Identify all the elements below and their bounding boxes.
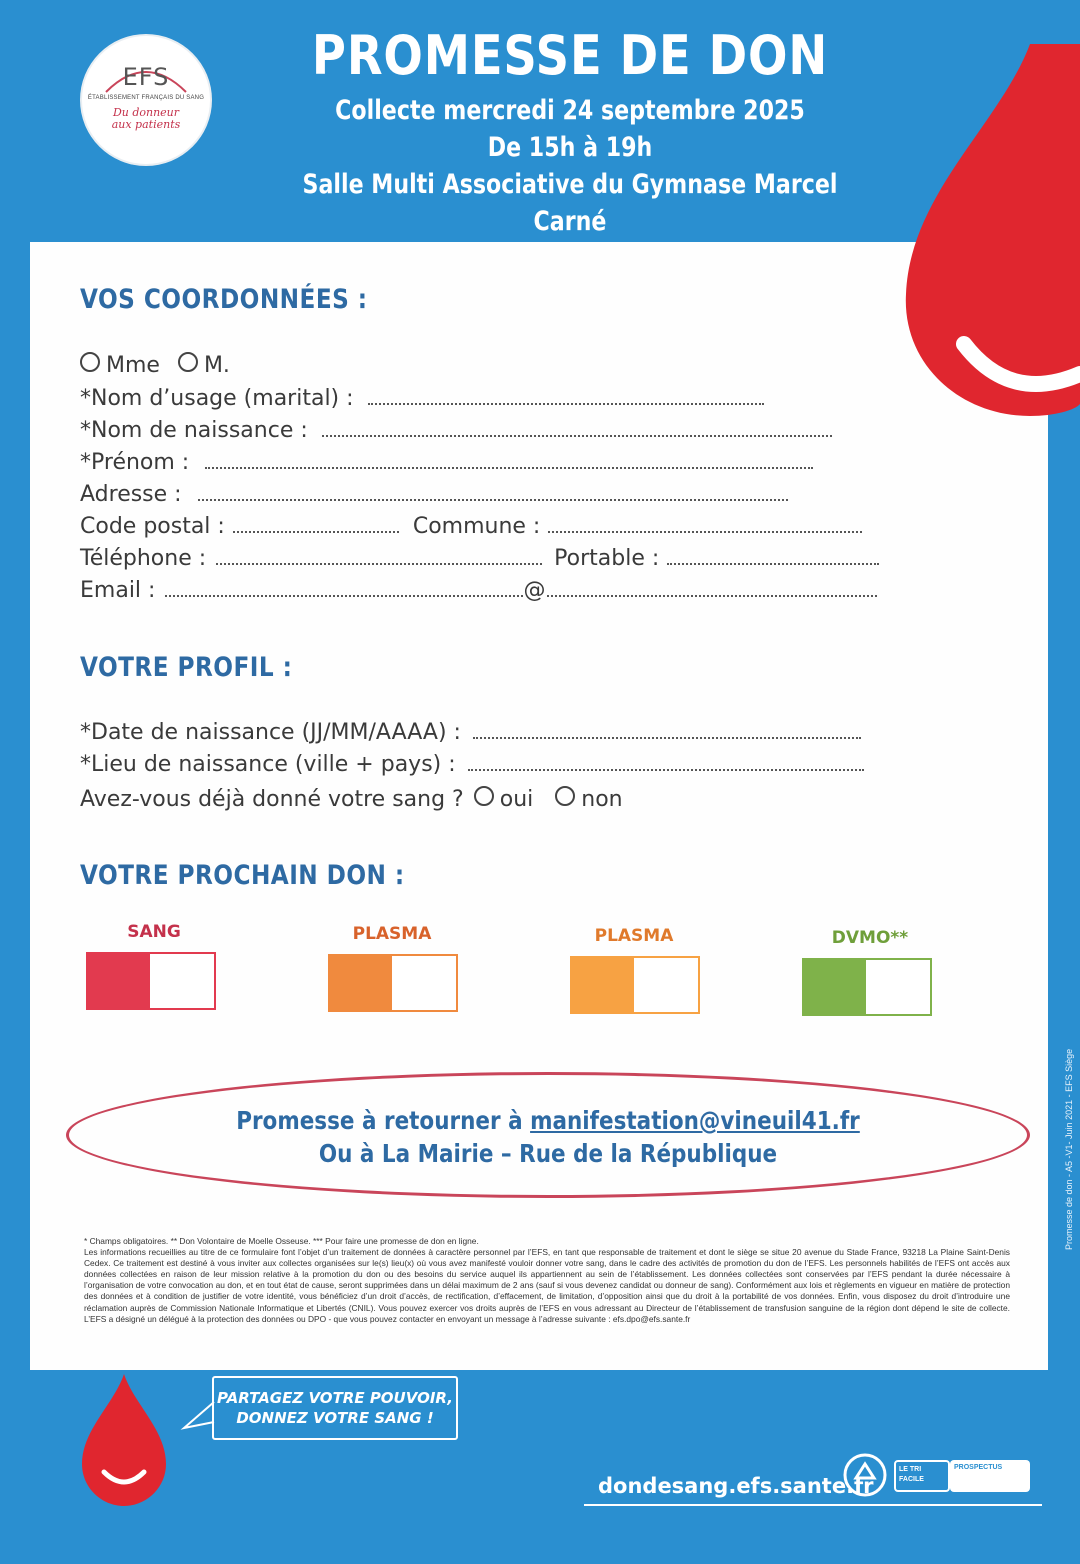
nom-usage-row	[80, 386, 764, 411]
don-swatch-dvmo	[804, 960, 866, 1014]
logo-name: EFS	[122, 63, 170, 91]
portable-label: Portable :	[554, 546, 660, 571]
email-local-field[interactable]	[165, 583, 523, 597]
website-link[interactable]: dondesang.efs.sante.fr	[598, 1474, 874, 1498]
legal-fine-print	[84, 1236, 1010, 1325]
code-postal-label: Code postal :	[80, 514, 225, 539]
facile-label: FACILE	[899, 1476, 924, 1483]
footer-divider	[584, 1504, 1042, 1506]
lieu-naissance-row	[80, 752, 864, 777]
date-naissance-label: *Date de naissance (JJ/MM/AAAA) :	[80, 720, 461, 745]
collecte-date: Collecte mercredi 24 septembre 2025	[335, 95, 805, 126]
lieu-naissance-field[interactable]	[468, 757, 864, 771]
email-domain-field[interactable]	[547, 583, 877, 597]
don-swatch-plasma-1	[330, 956, 392, 1010]
prenom-row	[80, 450, 813, 475]
commune-label: Commune :	[412, 514, 541, 539]
prospectus-label: PROSPECTUS	[954, 1464, 1003, 1471]
adresse-row	[80, 482, 788, 507]
collecte-venue: Salle Multi Associative du Gymnase Marcel Carné	[302, 169, 838, 237]
don-label-plasma-1: PLASMA	[352, 924, 432, 944]
don-swatch-sang	[88, 954, 150, 1008]
nom-naissance-field[interactable]	[322, 423, 832, 437]
nom-naissance-label: *Nom de naissance :	[80, 418, 308, 443]
don-swatch-plasma-2	[572, 958, 634, 1012]
prospectus-badge	[950, 1460, 1030, 1492]
portable-field[interactable]	[667, 551, 879, 565]
nom-naissance-row	[80, 418, 832, 443]
nom-usage-label: *Nom d’usage (marital) :	[80, 386, 354, 411]
recycle-icon	[842, 1452, 888, 1498]
logo-tagline-1: Du donneur	[112, 106, 180, 119]
slogan-line-2: DONNEZ VOTRE SANG !	[236, 1409, 434, 1427]
logo-tagline-2: aux patients	[111, 118, 181, 131]
telephone-row	[80, 546, 879, 571]
label-oui: oui	[499, 787, 534, 812]
slogan-bubble	[212, 1376, 458, 1440]
side-reference: Promesse de don - A5 -V1- Juin 2021 - EFS Siège	[1064, 1048, 1074, 1250]
label-mme: Mme	[106, 353, 160, 378]
radio-non[interactable]	[555, 786, 575, 806]
logo-subtitle: ÉTABLISSEMENT FRANÇAIS DU SANG	[87, 95, 205, 101]
email-row	[80, 578, 877, 603]
tri-facile-badge	[894, 1460, 950, 1492]
profil-heading: VOTRE PROFIL :	[80, 652, 293, 683]
lieu-naissance-label: *Lieu de naissance (ville + pays) :	[80, 752, 456, 777]
slogan-line-1: PARTAGEZ VOTRE POUVOIR,	[217, 1389, 453, 1407]
don-checkbox-sang[interactable]	[86, 952, 216, 1010]
code-postal-row	[80, 514, 862, 539]
radio-mme[interactable]	[80, 352, 100, 372]
deja-donne-label: Avez-vous déjà donné votre sang ?	[80, 787, 464, 812]
adresse-field[interactable]	[198, 487, 788, 501]
don-label-dvmo: DVMO**	[831, 928, 909, 948]
email-at: @	[523, 578, 546, 603]
adresse-label: Adresse :	[80, 482, 182, 507]
email-label: Email :	[80, 578, 156, 603]
civilite-row	[80, 352, 230, 378]
retour-text	[66, 1104, 1030, 1170]
collecte-hours: De 15h à 19h	[487, 132, 653, 163]
don-label-sang: SANG	[127, 922, 181, 942]
don-checkbox-dvmo[interactable]	[802, 958, 932, 1016]
prenom-field[interactable]	[205, 455, 813, 469]
fine-print-notes: * Champs obligatoires. ** Don Volontaire de Moelle Osseuse. *** Pour faire une promesse de don en ligne.	[84, 1236, 479, 1246]
prochain-heading: VOTRE PROCHAIN DON :	[80, 860, 405, 891]
coords-heading: VOS COORDONNÉES :	[80, 284, 368, 315]
date-naissance-row	[80, 720, 861, 745]
radio-m[interactable]	[178, 352, 198, 372]
page-title: PROMESSE DE DON	[311, 24, 829, 87]
commune-field[interactable]	[548, 519, 862, 533]
telephone-label: Téléphone :	[80, 546, 207, 571]
radio-oui[interactable]	[474, 786, 494, 806]
code-postal-field[interactable]	[233, 519, 399, 533]
retour-line-1	[133, 1104, 962, 1137]
small-blood-drop-icon	[78, 1374, 170, 1506]
don-checkbox-plasma-2[interactable]	[570, 956, 700, 1014]
nom-usage-field[interactable]	[368, 391, 764, 405]
efs-logo	[82, 36, 210, 164]
tri-label: LE TRI	[899, 1466, 922, 1473]
prenom-label: *Prénom :	[80, 450, 190, 475]
date-naissance-field[interactable]	[473, 725, 861, 739]
fine-print-body: Les informations recueillies au titre de ce formulaire font l’objet d’un traitement de données à caractère personnel par l’EFS, en tant que responsable de traitement et dont le siège se situe 20 avenue du Stade France, 93218 La Plaine Saint-Denis Cedex. Ce traitement est destiné à vous inviter aux collectes organisées sur le(s) lieu(x) où vous avez manifesté vouloir donner votre sang, dans le cadre des activités de promotion du don de l’EFS. Les personnels habilités de l’EFS ont accès aux données collectées en raison de leur mission relative à la promotion du don ou des besoins du service auquel ils appartiennent au sein de l’établissement. Les données collectées sont conservées par l’EFS pendant la durée nécessaire à l’organisation de votre convocation au don, et en tout état de cause, seront supprimées dans un délai maximum de 2 ans (sauf si vous devenez candidat ou donneur de sang). Conformément aux lois et règlements en vigueur en matière de protection des données et à condition de justifier de votre identité, vous bénéficiez d’un droit d’accès, de rectification, d’effacement, de limitation, d’opposition ainsi que du droit à la portabilité de vos données. Enfin, vous disposez du droit d’introduire une réclamation auprès de Commission Nationale Informatique et Libertés (CNIL). Vous pouvez exercer vos droits auprès de l’EFS en vous adressant au Directeur de l’établissement de transfusion sanguine de la région dont dépend le site de collecte. L’EFS a désigné un délégué à la protection des données ou DPO - que vous pouvez contacter en envoyant un message à l’adresse suivante : efs.dpo@efs.sante.fr	[84, 1247, 1010, 1324]
retour-prefix: Promesse à retourner à	[236, 1106, 531, 1135]
blood-drop-icon	[880, 44, 1080, 416]
label-m: M.	[203, 353, 230, 378]
telephone-field[interactable]	[216, 551, 542, 565]
retour-email-link[interactable]: manifestation@vineuil41.fr	[530, 1106, 860, 1135]
label-non: non	[581, 787, 623, 812]
retour-mairie: Ou à La Mairie – Rue de la République	[318, 1139, 778, 1168]
don-label-plasma-2: PLASMA	[594, 926, 674, 946]
don-checkbox-plasma-1[interactable]	[328, 954, 458, 1012]
deja-donne-row	[80, 786, 623, 812]
